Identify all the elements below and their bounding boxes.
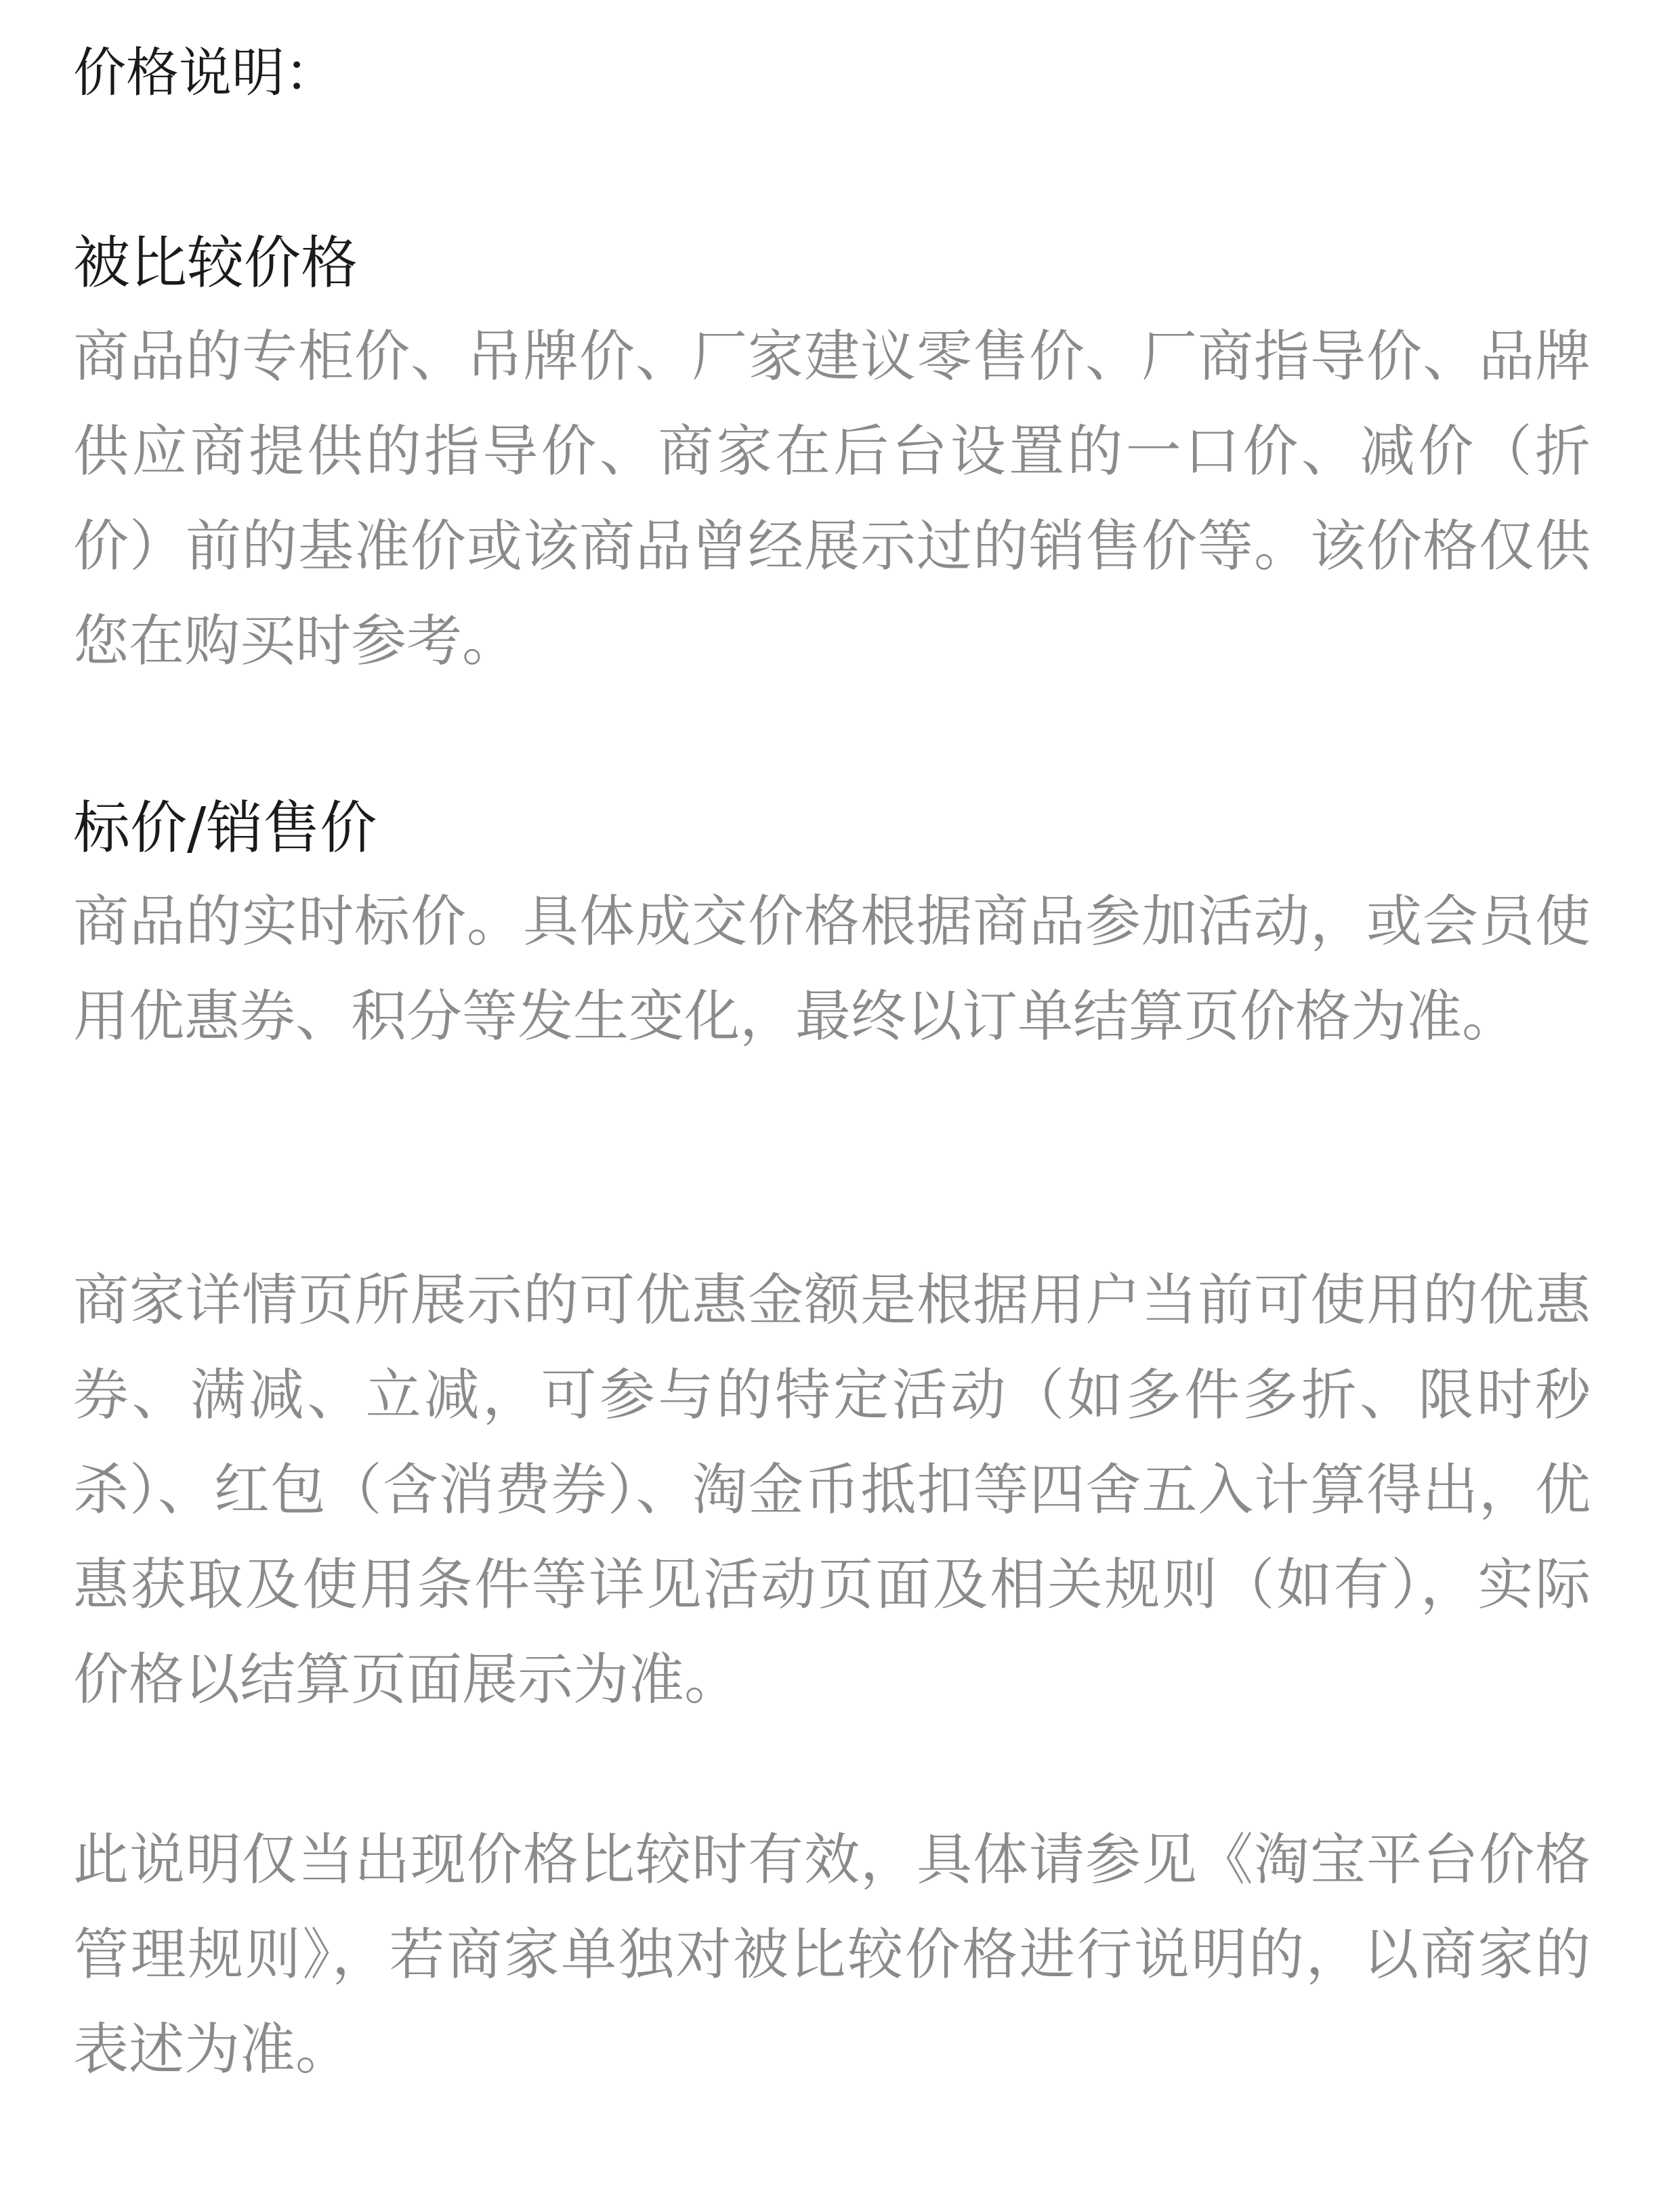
validity-note-text: 此说明仅当出现价格比较时有效，具体请参见《淘宝平台价格管理规则》，若商家单独对被比较价格进行说明的，以商家的表述为准。 [73, 1828, 1591, 2082]
list-price-section [73, 794, 1591, 1064]
list-price-description: 商品的实时标价。具体成交价格根据商品参加活动，或会员使用优惠券、积分等发生变化，最终以订单结算页价格为准。 [73, 889, 1591, 1049]
list-price-heading: 标价/销售价 [73, 795, 377, 861]
discount-note-text: 商家详情页所展示的可优惠金额是根据用户当前可使用的优惠券、满减、立减，可参与的特定活动（如多件多折、限时秒杀）、红包（含消费券）、淘金币抵扣等四舍五入计算得出，优惠获取及使用条件等详见活动页面及相关规则（如有），实际价格以结算页面展示为准。 [73, 1268, 1591, 1712]
discount-note-section [73, 1253, 1591, 1728]
compared-price-heading: 被比较价格 [73, 230, 358, 296]
compared-price-section [73, 229, 1591, 689]
compared-price-description: 商品的专柜价、吊牌价、厂家建议零售价、厂商指导价、品牌供应商提供的指导价、商家在后台设置的一口价、减价（折价）前的基准价或该商品曾经展示过的销售价等。该价格仅供您在购买时参考。 [73, 324, 1591, 673]
validity-note-section [73, 1813, 1591, 2097]
page-title: 价格说明： [73, 43, 338, 104]
